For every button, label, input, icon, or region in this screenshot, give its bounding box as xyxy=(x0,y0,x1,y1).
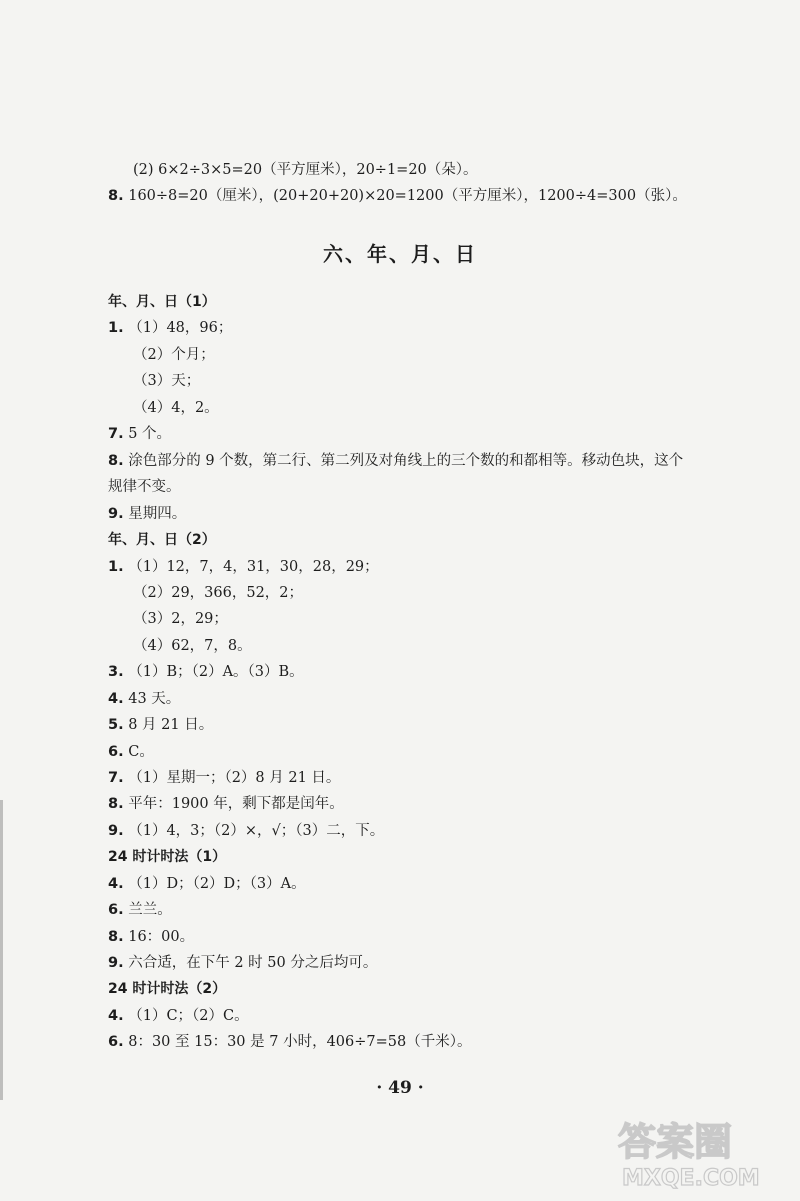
answer-text: （3）2，29； xyxy=(133,611,228,627)
answer-text: （1）D；（2）D；（3）A。 xyxy=(128,876,306,892)
section-heading-text: 24 时计时法（2） xyxy=(108,981,227,997)
answer-text: （2）个月； xyxy=(133,347,215,363)
answer-text: 43 天。 xyxy=(128,691,181,707)
answer-line xyxy=(108,662,304,682)
question-number: 4. xyxy=(108,876,124,892)
answer-line xyxy=(133,398,219,418)
answer-text: （4）4，2。 xyxy=(133,400,219,416)
chapter-title: 六、年、月、日 xyxy=(323,242,477,266)
answer-line xyxy=(133,371,200,391)
question-number: 4. xyxy=(108,691,124,707)
section-heading xyxy=(108,979,226,999)
answer-line xyxy=(108,821,384,841)
watermark-text-cn: 答案圈 xyxy=(618,1120,733,1164)
watermark-logo xyxy=(610,1105,780,1195)
answer-line xyxy=(108,900,172,920)
answer-line xyxy=(108,424,171,444)
answer-text: 16：00。 xyxy=(128,929,195,945)
answer-text: （1）星期一；（2）8 月 21 日。 xyxy=(128,770,341,786)
answer-line xyxy=(108,451,683,471)
question-number: 8. xyxy=(108,796,124,812)
question-number: 6. xyxy=(108,744,124,760)
answer-line xyxy=(108,742,154,762)
answer-text: 涂色部分的 9 个数，第二行、第二列及对角线上的三个数的和都相等。移动色块，这个 xyxy=(128,453,684,469)
question-number: 1. xyxy=(108,559,124,575)
question-number: 4. xyxy=(108,1008,124,1024)
answer-line xyxy=(108,477,181,497)
question-number: 3. xyxy=(108,664,124,680)
answer-text: （1）48，96； xyxy=(128,320,233,336)
page-number: · 49 · xyxy=(376,1078,424,1098)
section-heading-text: 年、月、日（1） xyxy=(108,294,216,310)
answer-line xyxy=(108,186,687,206)
answer-line xyxy=(108,1006,249,1026)
section-heading-text: 年、月、日（2） xyxy=(108,532,216,548)
answer-text: （2）29，366，52，2； xyxy=(133,585,304,601)
answer-text: （1）C；（2）C。 xyxy=(128,1008,249,1024)
answer-line xyxy=(108,794,344,814)
answer-line xyxy=(108,768,340,788)
answer-text: 规律不变。 xyxy=(108,479,181,495)
question-number: 6. xyxy=(108,1034,124,1050)
answer-line xyxy=(108,953,377,973)
answer-text: （1）B；（2）A。（3）B。 xyxy=(128,664,304,680)
question-number: 9. xyxy=(108,955,124,971)
question-number: 8. xyxy=(108,929,124,945)
section-heading xyxy=(108,530,216,550)
answer-line xyxy=(108,1032,471,1052)
question-number: 8. xyxy=(108,188,124,204)
answer-text: 星期四。 xyxy=(128,506,187,522)
answer-line xyxy=(108,318,232,338)
answer-line xyxy=(108,557,379,577)
question-number: 7. xyxy=(108,770,124,786)
section-heading xyxy=(108,292,216,312)
answer-line xyxy=(133,583,303,603)
answer-line xyxy=(133,609,228,629)
section-heading xyxy=(108,847,226,867)
answer-line xyxy=(108,874,306,894)
answer-text: （3）天； xyxy=(133,373,201,389)
answer-line xyxy=(108,689,180,709)
answer-text: 8 月 21 日。 xyxy=(128,717,214,733)
answer-text: （4）62，7，8。 xyxy=(133,638,252,654)
answer-text: (2) 6×2÷3×5=20（平方厘米），20÷1=20（朵）。 xyxy=(133,162,478,178)
answer-text: （1）12，7，4，31，30，28，29； xyxy=(128,559,379,575)
answer-text: （1）4，3；（2）×，√；（3）二，下。 xyxy=(128,823,385,839)
answer-text: 平年：1900 年，剩下都是闰年。 xyxy=(128,796,344,812)
answer-line xyxy=(133,636,252,656)
question-number: 6. xyxy=(108,902,124,918)
question-number: 1. xyxy=(108,320,124,336)
watermark-text-url: MXQE.COM xyxy=(622,1166,760,1191)
answer-line xyxy=(133,345,215,365)
answer-line xyxy=(108,504,186,524)
answer-line xyxy=(133,160,478,180)
question-number: 8. xyxy=(108,453,124,469)
question-number: 5. xyxy=(108,717,124,733)
answer-line xyxy=(108,927,194,947)
answer-text: 六合适，在下午 2 时 50 分之后均可。 xyxy=(128,955,378,971)
answer-text: 160÷8=20（厘米），(20+20+20)×20=1200（平方厘米），1200÷4=300（张）。 xyxy=(128,188,687,204)
question-number: 9. xyxy=(108,506,124,522)
answer-text: 兰兰。 xyxy=(128,902,172,918)
answer-text: C。 xyxy=(128,744,154,760)
watermark-graphic xyxy=(610,1105,780,1195)
question-number: 9. xyxy=(108,823,124,839)
answer-text: 5 个。 xyxy=(128,426,172,442)
scan-edge xyxy=(0,800,3,1100)
section-heading-text: 24 时计时法（1） xyxy=(108,849,227,865)
answer-line xyxy=(108,715,213,735)
answer-text: 8：30 至 15：30 是 7 小时，406÷7=58（千米）。 xyxy=(128,1034,472,1050)
question-number: 7. xyxy=(108,426,124,442)
